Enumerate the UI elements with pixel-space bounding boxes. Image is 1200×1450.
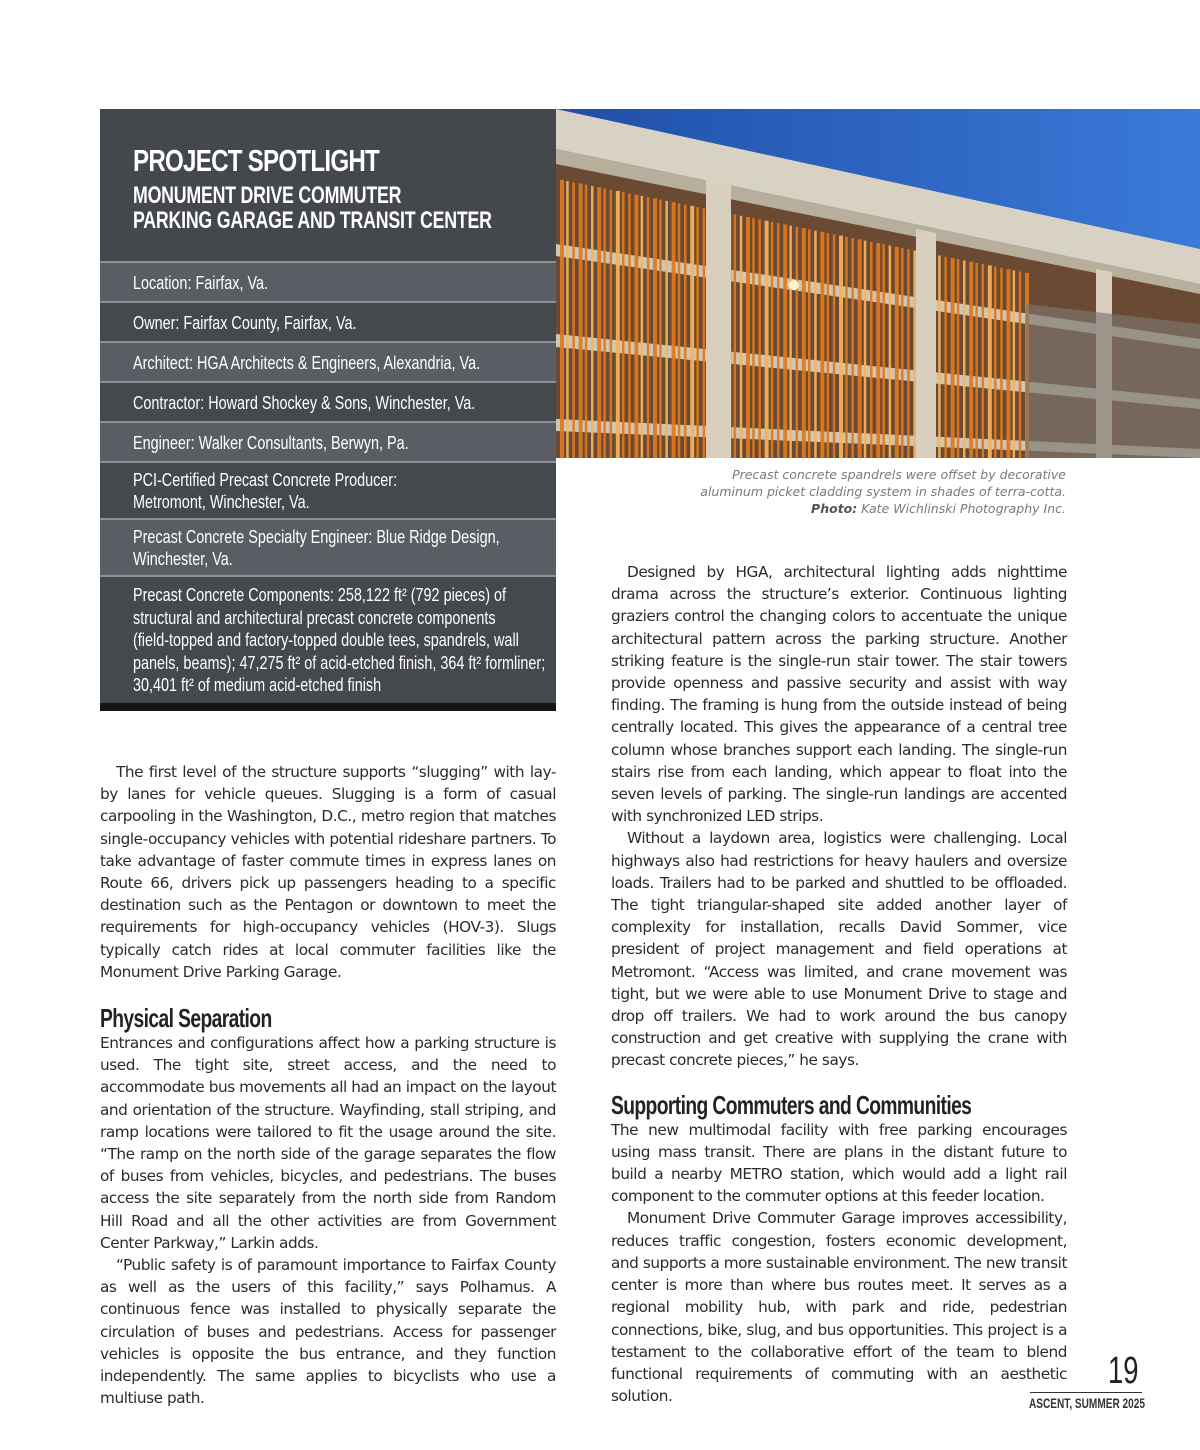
page-number: 19	[1108, 1350, 1139, 1392]
picket-bar	[653, 198, 657, 458]
fact-components-line3: (field-topped and factory-topped double tees, spandrels, wall	[133, 630, 519, 650]
picket-bar	[628, 193, 631, 458]
picket-bar	[1013, 270, 1016, 458]
right-paragraph-1: Designed by HGA, architectural lighting adds nighttime drama across the structure’s exterior. Continuous lighting graziers control the changing colors to accentuate the unique architectural pattern across the parking structure. Another striking feature is the single-run stair tower. The stair towers provide openness and passive security and assist with way finding. The framing is hung from the outside instead of being centrally located. This gives the appearance of a central tree column whose branches support each landing. The single-run stairs rise from each landing, which appear to float into the seven levels of parking. The single-run landings are accented with synchronized LED strips.	[611, 563, 1067, 826]
picket-bar	[690, 206, 694, 458]
picket-bar	[882, 244, 885, 458]
fact-contractor-text: Contractor: Howard Shockey & Sons, Winchester, Va.	[133, 393, 476, 413]
picket-bar	[634, 195, 638, 458]
picket-bar	[684, 205, 687, 458]
picket-bar	[963, 260, 966, 458]
picket-bar	[907, 249, 910, 458]
picket-bar	[870, 242, 873, 458]
picket-bar	[851, 238, 854, 458]
folio-rule	[1030, 1392, 1142, 1393]
picket-bar	[858, 239, 862, 458]
fact-contractor	[100, 381, 556, 421]
fact-architect	[100, 341, 556, 381]
fact-components-line5: 30,401 ft² of medium acid-etched finish	[133, 675, 382, 695]
picket-bar	[616, 191, 620, 458]
picket-bar	[647, 197, 650, 458]
right-paragraph-2: Without a laydown area, logistics were challenging. Local highways also had restrictions for heavy haulers and oversize loads. Trailers had to be parked and shuttled to be offloaded. The tight triangular-shaped site added another layer of complexity for installation, recalls David Sommer, vice president of project management and field operations at Metromont. “Access was limited, and crane movement was tight, but we were able to use Monument Drive to stage and drop off trailers. We had to work around the bus canopy construction and get creative with supplying the crane with precast concrete pieces,” he says.	[611, 829, 1067, 1070]
picket-bar	[957, 259, 960, 458]
picket-bar	[641, 196, 644, 458]
picket-bar	[827, 233, 830, 458]
fact-components-line2: structural and architectural precast concrete components	[133, 607, 496, 628]
picket-bar	[659, 200, 662, 458]
fact-producer-line1: PCI-Certified Precast Concrete Producer:	[133, 470, 398, 490]
picket-bar	[889, 246, 892, 458]
picket-bar	[975, 263, 978, 458]
photo-credit-name: Kate Wichlinski Photography Inc.	[861, 501, 1066, 516]
spotlight-label: PROJECT SPOTLIGHT	[133, 143, 380, 178]
picket-bar	[820, 232, 824, 458]
spotlight-header	[100, 109, 556, 261]
picket-bar	[672, 202, 676, 458]
heading-supporting-commuters: Supporting Commuters and Communities	[611, 1089, 972, 1120]
picket-bar	[591, 186, 594, 458]
publication-name: ASCENT, SUMMER 2025	[1029, 1395, 1145, 1411]
picket-bar	[579, 184, 583, 458]
picket-bar	[839, 236, 843, 458]
picket-bar	[622, 192, 625, 458]
fact-producer-line2: Metromont, Winchester, Va.	[133, 492, 310, 512]
picket-bar	[944, 257, 947, 458]
garage-photo	[556, 109, 1200, 458]
fact-owner-text: Owner: Fairfax County, Fairfax, Va.	[133, 313, 357, 333]
fact-components-line4: panels, beams); 47,275 ft² of acid-etched finish, 364 ft² formliner;	[133, 652, 546, 673]
picket-bar	[938, 255, 941, 458]
picket-bar	[758, 219, 761, 458]
picket-bar	[789, 226, 792, 458]
picket-bar	[1006, 269, 1010, 458]
picket-bar	[765, 221, 769, 458]
picket-bar	[560, 180, 564, 458]
picket-bar	[703, 208, 706, 458]
photo-caption-line2: aluminum picket cladding system in shades of terra-cotta.	[700, 484, 1066, 499]
picket-bar	[988, 265, 992, 458]
picket-bar	[895, 247, 899, 458]
picket-bar	[796, 227, 799, 458]
fact-producer	[100, 461, 556, 518]
picket-bar	[740, 216, 743, 458]
fact-specialty-line2: Winchester, Va.	[133, 549, 233, 569]
photo-credit-label: Photo:	[811, 501, 858, 516]
picket-bar	[566, 181, 569, 458]
picket-bar	[603, 188, 606, 458]
fact-engineer	[100, 421, 556, 461]
picket-bar	[752, 218, 755, 458]
fact-owner	[100, 301, 556, 341]
fact-location-text: Location: Fairfax, Va.	[133, 273, 268, 293]
photo-caption-line1: Precast concrete spandrels were offset by decorative	[732, 467, 1066, 482]
picket-bar	[833, 234, 836, 458]
heading-physical-separation: Physical Separation	[100, 1003, 272, 1034]
article-right-column	[611, 561, 1067, 1407]
fact-location	[100, 261, 556, 301]
picket-bar	[845, 237, 848, 458]
picket-bar	[1019, 272, 1022, 458]
picket-bar	[597, 187, 601, 458]
photo-credit	[646, 501, 1066, 518]
fact-architect-text: Architect: HGA Architects & Engineers, Alexandria, Va.	[133, 353, 481, 373]
picket-bar	[802, 228, 806, 458]
picket-bar	[678, 203, 681, 458]
right-paragraph-3: The new multimodal facility with free parking encourages using mass transit. There are plans in the distant future to build a nearby METRO station, which would add a light rail component to the commuter options at this feeder location.	[611, 1120, 1067, 1206]
right-paragraph-4: Monument Drive Commuter Garage improves accessibility, reduces traffic congestion, fosters economic development, and supports a more sustainable environment. The new transit center is more than where bus routes meet. It serves as a regional mobility hub, with park and ride, pedestrian connections, bike, slug, and bus opportunities. This project is a testament to the collaborative effort of the team to blend functional requirements of commuting with an aesthetic solution.	[611, 1209, 1067, 1406]
picket-bar	[994, 267, 997, 458]
left-paragraph-1: The first level of the structure supports “slugging” with lay-by lanes for vehicle queues. Slugging is a form of casual carpooling in the Washington, D.C., metro region that matches single-occupancy vehicles with potential rideshare partners. To take advantage of faster commute times in express lanes on Route 66, drivers pick up passengers heading to a specific destination such as the Pentagon or downtown to meet the requirements for high-occupancy vehicles (HOV-3). Slugs typically catch rides at local commuter facilities like the Monument Drive Parking Garage.	[100, 763, 556, 981]
garage-photo-illustration	[556, 109, 1200, 458]
picket-bar	[808, 229, 811, 458]
spotlight-title-line1: MONUMENT DRIVE COMMUTER	[133, 182, 402, 209]
picket-bar	[814, 231, 817, 458]
picket-bar	[734, 215, 737, 458]
fact-engineer-text: Engineer: Walker Consultants, Berwyn, Pa.	[133, 433, 409, 453]
picket-bar	[746, 217, 750, 458]
picket-bar	[1000, 268, 1003, 458]
left-paragraph-2: Entrances and configurations affect how a parking structure is used. The tight site, street access, and the need to accommodate bus movements all had an impact on the layout and orientation of the structure. Wayfinding, stall striping, and ramp locations were tailored to fit the usage around the site. “The ramp on the north side of the garage separates the flow of buses from vehicles, bicycles, and pedestrians. The buses access the site separately from the north side from Random Hill Road and all the other activities are from Government Center Parkway,” Larkin adds.	[100, 1034, 556, 1252]
fact-components-line1: Precast Concrete Components: 258,122 ft² (792 pieces) of	[133, 585, 507, 605]
picket-bar	[696, 207, 699, 458]
picket-bar	[771, 222, 774, 458]
spotlight-title-line2: PARKING GARAGE AND TRANSIT CENTER	[133, 207, 492, 234]
fact-specialty-engineer	[100, 518, 556, 575]
article-left-column	[100, 761, 556, 1409]
project-spotlight-sidebar	[100, 109, 556, 711]
picket-bar	[951, 258, 955, 458]
picket-bar	[982, 264, 985, 458]
picket-bar	[610, 190, 613, 458]
picket-bar	[901, 248, 904, 458]
picket-bar	[777, 223, 780, 458]
picket-bar	[864, 241, 867, 458]
picket-bar	[876, 243, 880, 458]
spotlight-bottom-bar	[100, 703, 556, 711]
left-paragraph-3: “Public safety is of paramount importance to Fairfax County as well as the users of this facility,” says Polhamus. A continuous fence was installed to physically separate the circulation of buses and pedestrians. Access for passenger vehicles is opposite the bus entrance, and they function independently. The same applies to bicyclists who use a multiuse path.	[100, 1256, 556, 1408]
fact-components	[100, 575, 556, 703]
picket-bar	[585, 185, 588, 458]
picket-bar	[665, 201, 668, 458]
fact-specialty-line1: Precast Concrete Specialty Engineer: Blue Ridge Design,	[133, 527, 500, 547]
picket-bar	[783, 224, 787, 458]
picket-bar	[969, 262, 973, 458]
picket-bar	[572, 182, 575, 458]
